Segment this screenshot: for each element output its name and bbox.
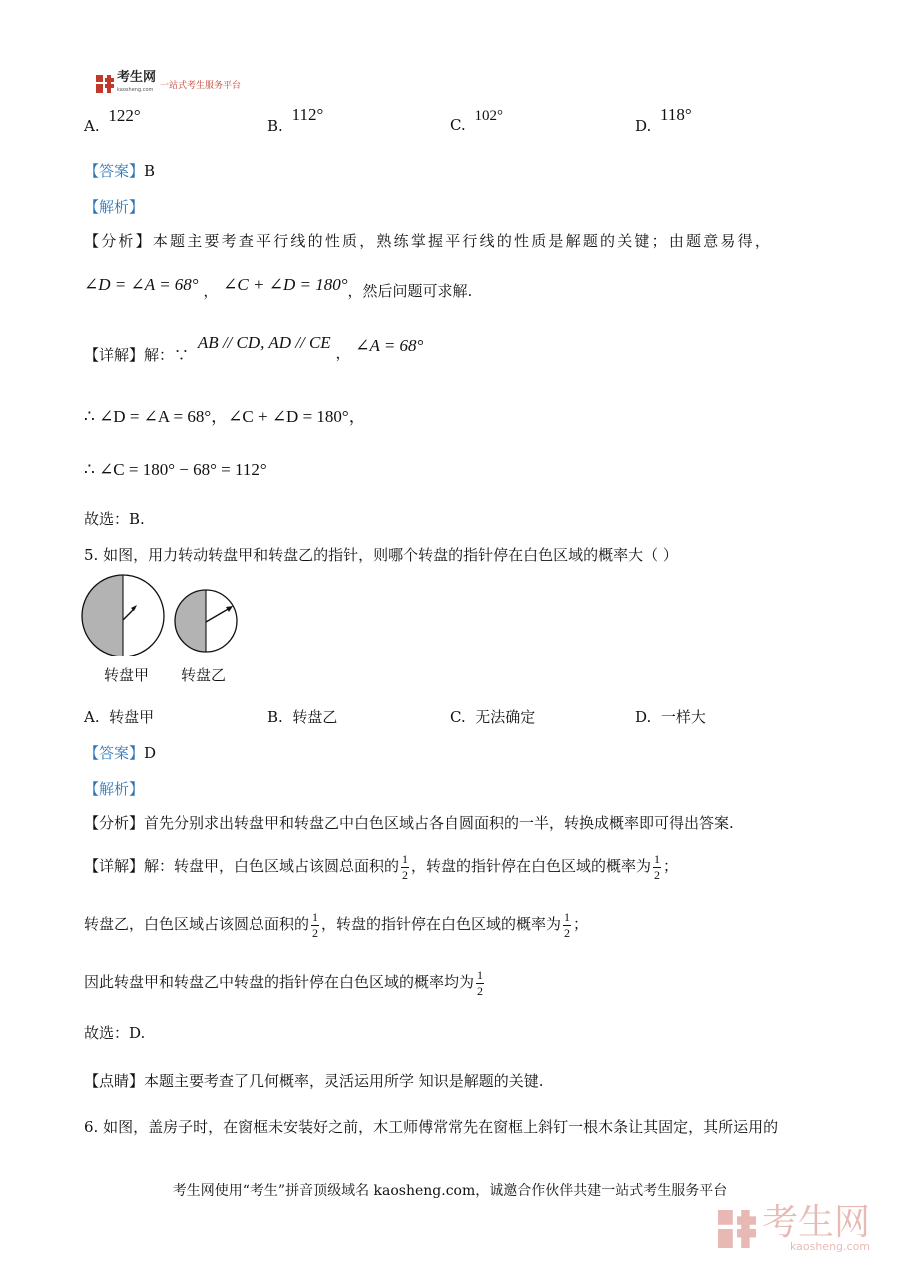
option-letter: C.: [450, 116, 466, 134]
q5-option-c: [450, 706, 535, 727]
site-logo: [96, 72, 241, 96]
comma: ，: [335, 344, 351, 362]
watermark: [718, 1202, 871, 1253]
fraction: [311, 911, 319, 940]
fraction-denominator: 2: [564, 925, 571, 940]
fraction-denominator: 2: [654, 867, 661, 882]
fraction: [653, 853, 661, 882]
spinner-jia-shaded-half: [82, 575, 123, 656]
detail-prefix: 解：∵: [144, 346, 190, 364]
q5-detail-line-3: [84, 962, 486, 1002]
q4-step-3: ∴ ∠C = 180° − 68° = 112°: [84, 460, 267, 479]
math-expression: ∠D = ∠A = 68°: [84, 275, 199, 294]
option-letter: B.: [267, 708, 283, 726]
detail-label: 【详解】: [84, 857, 145, 875]
q4-fenxi-math: [84, 274, 473, 300]
fenxi-text: 本题主要考查平行线的性质，熟练掌握平行线的性质是解题的关键；由题意易得，: [152, 232, 773, 250]
header-slogan: 一站式考生服务平台: [160, 80, 242, 91]
option-value: 102°: [474, 108, 503, 124]
fraction: [401, 853, 409, 882]
fraction-numerator: 1: [477, 967, 484, 982]
q5-fenxi: [84, 812, 734, 833]
detail-text: ，转盘的指针停在白色区域的概率为: [411, 857, 652, 875]
comma: ，: [203, 282, 219, 300]
q5-choose: 故选：D.: [84, 1024, 146, 1042]
q4-option-b: [267, 105, 324, 135]
math-expression: AB // CD, AD // CE: [197, 333, 331, 352]
math-expression: ∠C + ∠D = 180°: [223, 275, 348, 294]
q4-detail: [84, 332, 424, 364]
q5-detail-line-2: [84, 904, 588, 944]
answer-value: B: [144, 162, 156, 180]
q5-stem: 5. 如图，用力转动转盘甲和转盘乙的指针，则哪个转盘的指针停在白色区域的概率大（ ）: [84, 546, 678, 564]
detail-text: 因此转盘甲和转盘乙中转盘的指针停在白色区域的概率均为: [84, 973, 475, 991]
spinner-yi-label: 转盘乙: [181, 666, 227, 684]
kaosheng-watermark-icon: [718, 1210, 756, 1248]
option-letter: C.: [450, 708, 466, 726]
detail-text: ；: [663, 857, 679, 875]
spinner-yi: [175, 590, 237, 652]
answer-label: 【答案】: [84, 744, 145, 762]
q4-option-d: [635, 105, 692, 135]
spinner-yi-shaded-half: [175, 590, 206, 652]
option-value: 112°: [291, 105, 324, 124]
option-letter: B.: [267, 117, 283, 135]
q5-answer: [84, 742, 156, 763]
logo-name: 考生网: [117, 70, 157, 85]
spinner-yi-pointer: [206, 608, 230, 622]
fraction: [563, 911, 571, 940]
fenxi-text: 首先分别求出转盘甲和转盘乙中白色区域占各自圆面积的一半，转换成概率即可得出答案.: [144, 814, 734, 832]
q4-fenxi: [84, 230, 772, 251]
option-letter: D.: [635, 117, 652, 135]
fraction-numerator: 1: [312, 909, 319, 924]
q4-analysis-label: 【解析】: [84, 198, 145, 216]
fraction-denominator: 2: [402, 867, 409, 882]
spinners-figure: [80, 574, 250, 656]
option-value: 122°: [108, 106, 141, 125]
option-letter: A.: [84, 117, 100, 135]
fraction-numerator: 1: [564, 909, 571, 924]
option-text: 转盘乙: [292, 708, 338, 726]
fenxi-label: 【分析】: [84, 232, 153, 250]
q4-step-2: ∴ ∠D = ∠A = 68°，∠C + ∠D = 180°，: [84, 407, 366, 426]
fenxi-label: 【分析】: [84, 814, 145, 832]
q5-dianjing: [84, 1070, 544, 1091]
q5-detail-line-1: [84, 846, 678, 886]
math-expression: ∠A = 68°: [355, 336, 424, 355]
q6-stem: 6. 如图，盖房子时，在窗框未安装好之前，木工师傅常常先在窗框上斜钉一根木条让其固定，其所运用的: [84, 1118, 779, 1136]
watermark-name: 考生网: [762, 1202, 871, 1243]
q5-option-b: [267, 706, 337, 727]
spinner-jia-pointer-arrowhead: [131, 605, 137, 611]
option-text: 一样大: [660, 708, 706, 726]
fraction-numerator: 1: [402, 851, 409, 866]
logo-domain: kaosheng.com: [117, 87, 154, 93]
option-text: 转盘甲: [109, 708, 155, 726]
option-letter: A.: [84, 708, 100, 726]
detail-label: 【详解】: [84, 346, 145, 364]
fraction-numerator: 1: [654, 851, 661, 866]
q5-analysis-label: 【解析】: [84, 780, 145, 798]
q5-option-d: [635, 706, 706, 727]
detail-text: ；: [573, 915, 589, 933]
answer-label: 【答案】: [84, 162, 145, 180]
option-text: 无法确定: [475, 708, 536, 726]
kaosheng-logo-icon: [96, 75, 114, 93]
answer-value: D: [144, 744, 157, 762]
q5-option-a: [84, 706, 154, 727]
fraction: [476, 969, 484, 998]
q4-answer: [84, 160, 155, 181]
fraction-denominator: 2: [312, 925, 319, 940]
spinner-jia-label: 转盘甲: [104, 666, 150, 684]
option-letter: D.: [635, 708, 652, 726]
spinner-jia: [82, 575, 164, 656]
detail-text: 转盘乙，白色区域占该圆总面积的: [84, 915, 310, 933]
page-footer: 考生网使用“考生”拼音顶级域名 kaosheng.com，诚邀合作伙伴共建一站式考生服务平台: [172, 1183, 728, 1199]
dianjing-text: 本题主要考查了几何概率，灵活运用所学 知识是解题的关键.: [144, 1072, 544, 1090]
detail-text: 解：转盘甲，白色区域占该圆总面积的: [144, 857, 400, 875]
q4-choose: 故选：B.: [84, 510, 145, 528]
detail-text: ，转盘的指针停在白色区域的概率为: [321, 915, 562, 933]
fenxi-tail: ，然后问题可求解.: [347, 282, 473, 300]
watermark-domain: kaosheng.com: [789, 1240, 871, 1253]
option-value: 118°: [660, 105, 692, 124]
q4-option-a: [84, 106, 141, 135]
dianjing-label: 【点睛】: [84, 1072, 145, 1090]
fraction-denominator: 2: [477, 983, 484, 998]
q4-option-c: [450, 108, 503, 134]
